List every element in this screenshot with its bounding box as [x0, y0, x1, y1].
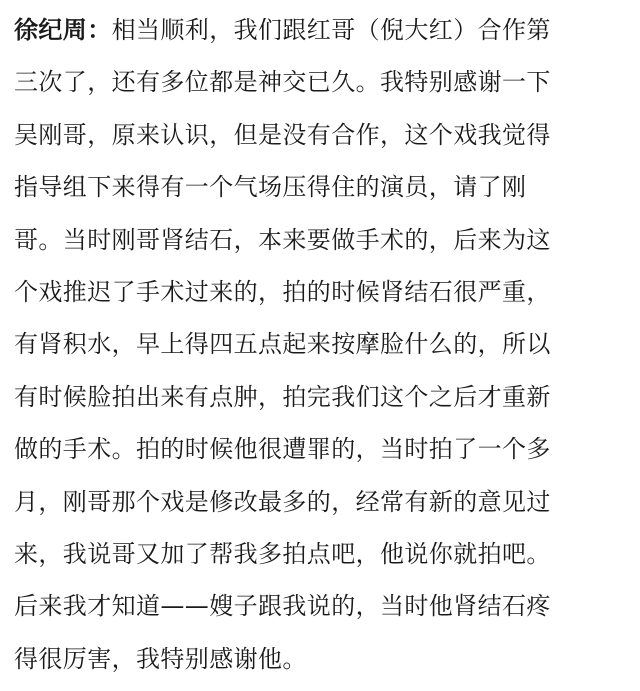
text-line: 得很厉害，我特别感谢他。 [14, 644, 307, 673]
text-line: 吴刚哥，原来认识，但是没有合作，这个戏我觉得 [14, 120, 551, 149]
text-line: 后来我才知道——嫂子跟我说的，当时他肾结石疼 [14, 592, 551, 621]
text-line: 有时候脸拍出来有点肿，拍完我们这个之后才重新 [14, 382, 551, 411]
text-line: 来，我说哥又加了帮我多拍点吧，他说你就拍吧。 [14, 539, 551, 568]
text-line: 做的手术。拍的时候他很遭罪的，当时拍了一个多 [14, 435, 551, 464]
interview-quote [14, 10, 630, 691]
text-line: 月，刚哥那个戏是修改最多的，经常有新的意见过 [14, 487, 551, 516]
text-line: 有肾积水，早上得四五点起来按摩脸什么的，所以 [14, 330, 551, 359]
line-text: 相当顺利，我们跟红哥（倪大红）合作第 [111, 16, 551, 44]
speaker-name: 徐纪周： [14, 16, 112, 44]
text-line: 个戏推迟了手术过来的，拍的时候肾结石很严重， [14, 277, 551, 306]
text-line [14, 10, 630, 62]
text-line: 指导组下来得有一个气场压得住的演员，请了刚 [14, 173, 527, 202]
text-line: 三次了，还有多位都是神交已久。我特别感谢一下 [14, 68, 551, 97]
text-line: 哥。当时刚哥肾结石，本来要做手术的，后来为这 [14, 225, 551, 254]
